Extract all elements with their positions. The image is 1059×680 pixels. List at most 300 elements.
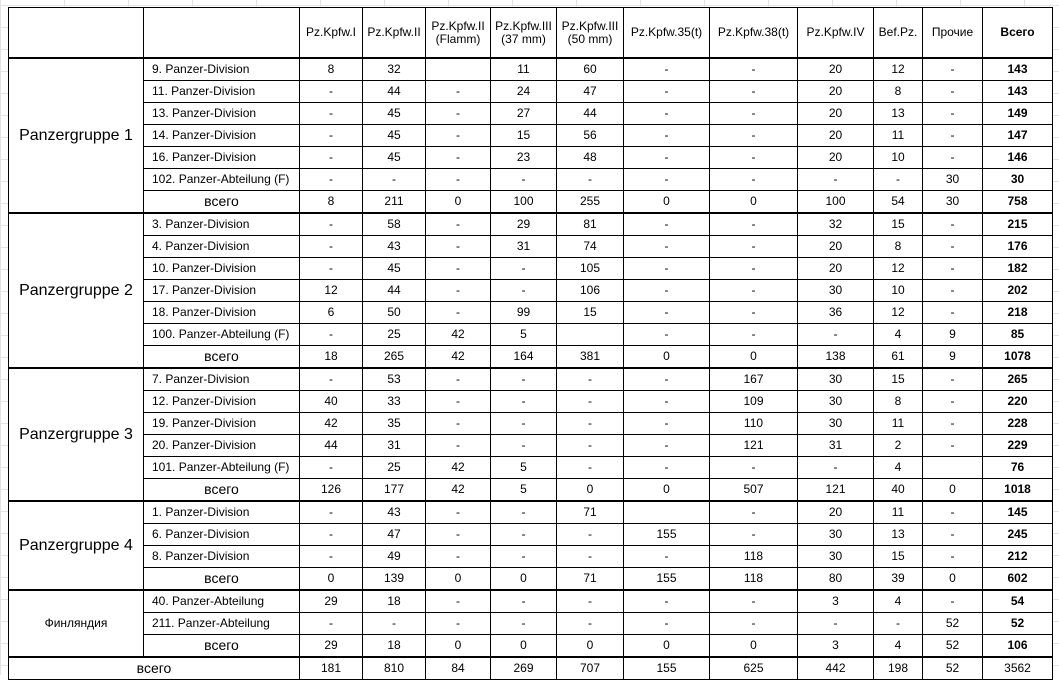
value-cell: 155 [624, 524, 710, 546]
value-cell: - [426, 546, 491, 568]
value-cell: - [710, 280, 798, 302]
group-total-value-cell: 18 [363, 635, 426, 658]
value-cell: - [426, 590, 491, 613]
value-cell: 15 [874, 213, 923, 236]
group-total-sum-cell: 1018 [983, 479, 1053, 502]
group-total-value-cell: 0 [624, 479, 710, 502]
value-cell: - [624, 81, 710, 103]
group-total-sum-cell: 1078 [983, 346, 1053, 369]
value-cell: - [710, 501, 798, 524]
group-total-value-cell: 80 [798, 568, 874, 591]
grand-total-value-cell: 442 [798, 657, 874, 680]
row-total-cell: 143 [983, 81, 1053, 103]
grand-total-value-cell: 625 [710, 657, 798, 680]
value-cell: - [624, 546, 710, 568]
group-total-value-cell: 29 [300, 635, 363, 658]
group-total-value-cell: 0 [710, 346, 798, 369]
value-cell: - [491, 524, 557, 546]
unit-name-cell: 9. Panzer-Division [144, 58, 300, 81]
value-cell: 15 [557, 302, 624, 324]
value-cell [624, 501, 710, 524]
group-total-value-cell: 0 [710, 635, 798, 658]
value-cell: - [624, 413, 710, 435]
value-cell: - [624, 280, 710, 302]
table-row [9, 213, 1053, 236]
value-cell: - [491, 501, 557, 524]
group-total-value-cell: 121 [798, 479, 874, 502]
value-cell: 30 [798, 524, 874, 546]
group-total-value-cell: 0 [923, 568, 983, 591]
value-cell: - [426, 236, 491, 258]
unit-name-cell: 17. Panzer-Division [144, 280, 300, 302]
group-total-value-cell: 0 [557, 479, 624, 502]
value-cell: - [300, 169, 363, 191]
group-name-cell: Финляндия [9, 590, 144, 657]
value-cell: - [491, 590, 557, 613]
row-total-cell: 202 [983, 280, 1053, 302]
group-total-value-cell: 61 [874, 346, 923, 369]
value-cell: 44 [363, 280, 426, 302]
value-cell: - [426, 501, 491, 524]
value-cell: - [557, 435, 624, 457]
group-total-value-cell: 381 [557, 346, 624, 369]
group-total-value-cell: 211 [363, 191, 426, 214]
table-row [9, 435, 1053, 457]
value-cell: 32 [798, 213, 874, 236]
header-cell-pzkpfw-iv: Pz.Kpfw.IV [798, 8, 874, 59]
value-cell: - [300, 258, 363, 280]
value-cell: - [624, 125, 710, 147]
value-cell: - [300, 501, 363, 524]
row-total-cell: 228 [983, 413, 1053, 435]
group-name-cell: Panzergruppe 2 [9, 213, 144, 368]
header-cell-pzkpfw-ii-flamm: Pz.Kpfw.II (Flamm) [426, 8, 491, 59]
header-cell-befpz: Bef.Pz. [874, 8, 923, 59]
group-total-value-cell: 5 [491, 479, 557, 502]
value-cell: 33 [363, 391, 426, 413]
header-cell-pzkpfw-iii-50mm: Pz.Kpfw.III (50 mm) [557, 8, 624, 59]
value-cell: 50 [363, 302, 426, 324]
value-cell: 40 [300, 391, 363, 413]
unit-name-cell: 1. Panzer-Division [144, 501, 300, 524]
table-row [9, 125, 1053, 147]
unit-name-cell: 211. Panzer-Abteilung [144, 613, 300, 635]
value-cell: - [624, 258, 710, 280]
table-row [9, 501, 1053, 524]
group-total-value-cell: 0 [710, 191, 798, 214]
group-total-value-cell: 8 [300, 191, 363, 214]
value-cell: - [798, 169, 874, 191]
group-total-value-cell: 0 [491, 568, 557, 591]
value-cell: - [300, 236, 363, 258]
grand-total-value-cell: 181 [300, 657, 363, 680]
value-cell: - [426, 147, 491, 169]
value-cell: - [923, 501, 983, 524]
group-total-value-cell: 265 [363, 346, 426, 369]
value-cell: - [426, 302, 491, 324]
value-cell: - [710, 147, 798, 169]
value-cell: - [557, 613, 624, 635]
value-cell: - [710, 213, 798, 236]
value-cell: 24 [491, 81, 557, 103]
value-cell: 12 [874, 302, 923, 324]
value-cell: 74 [557, 236, 624, 258]
value-cell: 11 [874, 125, 923, 147]
value-cell: - [426, 413, 491, 435]
value-cell: 118 [710, 546, 798, 568]
unit-name-cell: 16. Panzer-Division [144, 147, 300, 169]
value-cell: - [624, 391, 710, 413]
value-cell: - [557, 546, 624, 568]
value-cell: - [874, 613, 923, 635]
group-total-value-cell: 0 [491, 635, 557, 658]
value-cell: - [363, 613, 426, 635]
group-total-row [9, 635, 1053, 658]
value-cell: 31 [363, 435, 426, 457]
value-cell: 31 [798, 435, 874, 457]
value-cell: - [624, 236, 710, 258]
grand-total-value-cell: 3562 [983, 657, 1053, 680]
unit-name-cell: 6. Panzer-Division [144, 524, 300, 546]
value-cell: - [710, 236, 798, 258]
group-total-row [9, 479, 1053, 502]
group-name-cell: Panzergruppe 3 [9, 368, 144, 501]
value-cell: - [363, 169, 426, 191]
row-total-cell: 85 [983, 324, 1053, 346]
grand-total-value-cell: 198 [874, 657, 923, 680]
table-row [9, 546, 1053, 568]
value-cell: 36 [798, 302, 874, 324]
group-total-value-cell: 0 [923, 479, 983, 502]
value-cell: - [557, 590, 624, 613]
value-cell: 12 [300, 280, 363, 302]
row-total-cell: 182 [983, 258, 1053, 280]
value-cell: - [624, 590, 710, 613]
value-cell: 35 [363, 413, 426, 435]
value-cell: 43 [363, 236, 426, 258]
value-cell: - [426, 125, 491, 147]
value-cell: 20 [798, 147, 874, 169]
value-cell: 58 [363, 213, 426, 236]
table-row [9, 324, 1053, 346]
value-cell: 52 [923, 613, 983, 635]
value-cell: - [624, 613, 710, 635]
value-cell: - [923, 368, 983, 391]
table-row [9, 413, 1053, 435]
value-cell: 109 [710, 391, 798, 413]
header-cell-total: Всего [983, 8, 1053, 59]
value-cell: - [923, 213, 983, 236]
value-cell: - [624, 324, 710, 346]
value-cell: 45 [363, 258, 426, 280]
value-cell: 47 [557, 81, 624, 103]
group-total-value-cell: 177 [363, 479, 426, 502]
group-total-label: всего [144, 346, 300, 369]
value-cell: 53 [363, 368, 426, 391]
value-cell: 20 [798, 81, 874, 103]
value-cell: 81 [557, 213, 624, 236]
value-cell: - [491, 368, 557, 391]
value-cell: - [426, 435, 491, 457]
value-cell: - [491, 413, 557, 435]
value-cell: 4 [874, 457, 923, 479]
value-cell: - [300, 324, 363, 346]
value-cell [426, 58, 491, 81]
value-cell: 45 [363, 103, 426, 125]
row-total-cell: 245 [983, 524, 1053, 546]
value-cell: 29 [491, 213, 557, 236]
grand-total-value-cell: 155 [624, 657, 710, 680]
row-total-cell: 54 [983, 590, 1053, 613]
header-cell-unit [144, 8, 300, 59]
value-cell: 20 [798, 236, 874, 258]
value-cell: - [300, 147, 363, 169]
group-total-value-cell: 71 [557, 568, 624, 591]
value-cell: - [923, 546, 983, 568]
value-cell: 12 [874, 58, 923, 81]
group-total-value-cell: 0 [426, 635, 491, 658]
group-total-value-cell: 100 [491, 191, 557, 214]
group-total-value-cell: 0 [557, 635, 624, 658]
row-total-cell: 212 [983, 546, 1053, 568]
table-row [9, 457, 1053, 479]
value-cell: 45 [363, 125, 426, 147]
unit-name-cell: 14. Panzer-Division [144, 125, 300, 147]
value-cell: 9 [923, 324, 983, 346]
table-row [9, 590, 1053, 613]
value-cell: 20 [798, 103, 874, 125]
group-total-value-cell: 18 [300, 346, 363, 369]
group-total-value-cell: 39 [874, 568, 923, 591]
group-total-value-cell: 100 [798, 191, 874, 214]
value-cell: - [710, 125, 798, 147]
value-cell: 25 [363, 457, 426, 479]
value-cell: 4 [874, 324, 923, 346]
value-cell: 42 [426, 457, 491, 479]
value-cell: - [624, 368, 710, 391]
group-total-label: всего [144, 479, 300, 502]
value-cell: 71 [557, 501, 624, 524]
unit-name-cell: 13. Panzer-Division [144, 103, 300, 125]
group-total-value-cell: 52 [923, 635, 983, 658]
value-cell: 13 [874, 524, 923, 546]
value-cell: 11 [874, 413, 923, 435]
value-cell: - [300, 81, 363, 103]
group-total-label: всего [144, 568, 300, 591]
unit-name-cell: 7. Panzer-Division [144, 368, 300, 391]
group-total-sum-cell: 602 [983, 568, 1053, 591]
value-cell: - [923, 103, 983, 125]
group-total-value-cell: 164 [491, 346, 557, 369]
value-cell: 121 [710, 435, 798, 457]
value-cell: - [491, 280, 557, 302]
value-cell: 15 [491, 125, 557, 147]
value-cell: - [923, 590, 983, 613]
value-cell: - [710, 457, 798, 479]
group-name-cell: Panzergruppe 1 [9, 58, 144, 213]
group-name-cell: Panzergruppe 4 [9, 501, 144, 590]
row-total-cell: 149 [983, 103, 1053, 125]
grand-total-label: всего [9, 657, 300, 680]
value-cell: 47 [363, 524, 426, 546]
grand-total-value-cell: 52 [923, 657, 983, 680]
value-cell: - [710, 302, 798, 324]
unit-name-cell: 19. Panzer-Division [144, 413, 300, 435]
value-cell: 99 [491, 302, 557, 324]
value-cell: - [624, 169, 710, 191]
value-cell: - [557, 169, 624, 191]
group-total-value-cell: 4 [874, 635, 923, 658]
group-total-value-cell: 138 [798, 346, 874, 369]
value-cell: 43 [363, 501, 426, 524]
group-total-row [9, 568, 1053, 591]
row-total-cell: 52 [983, 613, 1053, 635]
value-cell: 105 [557, 258, 624, 280]
header-cell-pzkpfw-ii: Pz.Kpfw.II [363, 8, 426, 59]
group-total-value-cell: 0 [426, 568, 491, 591]
value-cell: - [710, 324, 798, 346]
value-cell: - [300, 213, 363, 236]
value-cell: - [426, 613, 491, 635]
value-cell: 30 [798, 413, 874, 435]
value-cell: - [710, 103, 798, 125]
value-cell [923, 457, 983, 479]
value-cell: 20 [798, 125, 874, 147]
value-cell: - [557, 391, 624, 413]
value-cell: - [923, 524, 983, 546]
header-cell-pzkpfw-38t: Pz.Kpfw.38(t) [710, 8, 798, 59]
value-cell: 13 [874, 103, 923, 125]
table-row [9, 147, 1053, 169]
value-cell: - [923, 58, 983, 81]
value-cell: - [557, 413, 624, 435]
value-cell: - [426, 81, 491, 103]
value-cell: - [923, 258, 983, 280]
value-cell: - [710, 169, 798, 191]
group-total-value-cell: 54 [874, 191, 923, 214]
value-cell: - [426, 103, 491, 125]
grand-total-value-cell: 810 [363, 657, 426, 680]
group-total-value-cell: 0 [300, 568, 363, 591]
grand-total-value-cell: 84 [426, 657, 491, 680]
group-total-label: всего [144, 191, 300, 214]
value-cell: - [624, 58, 710, 81]
value-cell: 4 [874, 590, 923, 613]
table-row [9, 280, 1053, 302]
table-row [9, 368, 1053, 391]
table-row [9, 613, 1053, 635]
value-cell: - [491, 435, 557, 457]
value-cell: 6 [300, 302, 363, 324]
row-total-cell: 145 [983, 501, 1053, 524]
value-cell: - [624, 103, 710, 125]
value-cell: 32 [363, 58, 426, 81]
value-cell: 8 [874, 391, 923, 413]
row-total-cell: 143 [983, 58, 1053, 81]
value-cell: 48 [557, 147, 624, 169]
value-cell: - [624, 457, 710, 479]
value-cell: 5 [491, 324, 557, 346]
value-cell: - [710, 81, 798, 103]
value-cell: - [798, 457, 874, 479]
value-cell: 8 [874, 236, 923, 258]
unit-name-cell: 102. Panzer-Abteilung (F) [144, 169, 300, 191]
value-cell: 20 [798, 258, 874, 280]
value-cell: 30 [798, 546, 874, 568]
value-cell: - [923, 147, 983, 169]
value-cell: - [491, 613, 557, 635]
row-total-cell: 218 [983, 302, 1053, 324]
value-cell: - [923, 435, 983, 457]
table-row [9, 302, 1053, 324]
unit-name-cell: 8. Panzer-Division [144, 546, 300, 568]
group-total-sum-cell: 758 [983, 191, 1053, 214]
group-total-value-cell: 42 [426, 346, 491, 369]
value-cell: 30 [798, 391, 874, 413]
value-cell: - [710, 590, 798, 613]
value-cell: 20 [798, 501, 874, 524]
value-cell: 110 [710, 413, 798, 435]
value-cell: - [300, 368, 363, 391]
value-cell: 2 [874, 435, 923, 457]
value-cell: - [710, 58, 798, 81]
table-row [9, 81, 1053, 103]
group-total-row [9, 191, 1053, 214]
value-cell: 11 [874, 501, 923, 524]
value-cell: 44 [363, 81, 426, 103]
table-row [9, 236, 1053, 258]
table-row [9, 391, 1053, 413]
group-total-label: всего [144, 635, 300, 658]
value-cell: 10 [874, 280, 923, 302]
value-cell: 49 [363, 546, 426, 568]
value-cell: - [300, 524, 363, 546]
value-cell: 56 [557, 125, 624, 147]
value-cell: 27 [491, 103, 557, 125]
unit-name-cell: 20. Panzer-Division [144, 435, 300, 457]
value-cell: - [300, 613, 363, 635]
table-row [9, 58, 1053, 81]
value-cell: 167 [710, 368, 798, 391]
value-cell: - [426, 368, 491, 391]
group-total-value-cell: 507 [710, 479, 798, 502]
value-cell: - [426, 169, 491, 191]
value-cell: - [624, 435, 710, 457]
value-cell: 12 [874, 258, 923, 280]
row-total-cell: 265 [983, 368, 1053, 391]
group-total-row [9, 346, 1053, 369]
value-cell: 18 [363, 590, 426, 613]
value-cell: - [491, 546, 557, 568]
header-cell-pzkpfw-35t: Pz.Kpfw.35(t) [624, 8, 710, 59]
value-cell: 42 [300, 413, 363, 435]
group-total-value-cell: 139 [363, 568, 426, 591]
value-cell: - [426, 524, 491, 546]
value-cell: - [923, 125, 983, 147]
value-cell: 25 [363, 324, 426, 346]
value-cell: 5 [491, 457, 557, 479]
row-total-cell: 229 [983, 435, 1053, 457]
group-total-value-cell: 0 [624, 191, 710, 214]
value-cell: - [923, 413, 983, 435]
value-cell: - [491, 258, 557, 280]
unit-name-cell: 18. Panzer-Division [144, 302, 300, 324]
value-cell: - [923, 236, 983, 258]
grand-total-value-cell: 707 [557, 657, 624, 680]
group-total-value-cell: 3 [798, 635, 874, 658]
unit-name-cell: 100. Panzer-Abteilung (F) [144, 324, 300, 346]
value-cell: - [798, 324, 874, 346]
